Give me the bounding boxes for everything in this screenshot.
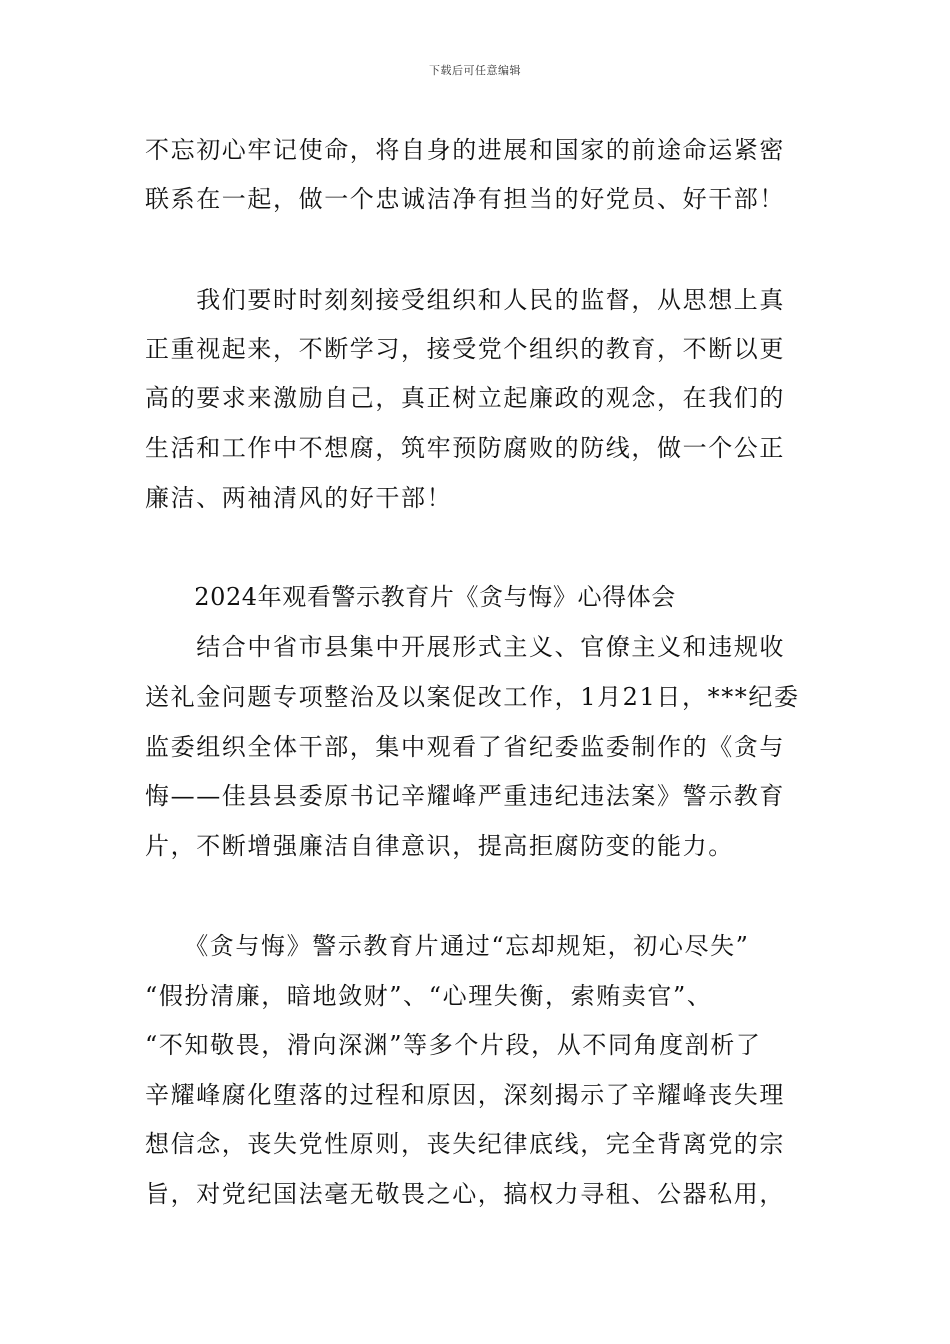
paragraph-line: 高的要求来激励自己，真正树立起廉政的观念，在我们的 <box>145 384 785 412</box>
paragraph-line: 监委组织全体干部，集中观看了省纪委监委制作的《贪与 <box>145 733 785 761</box>
paragraph-line: “不知敬畏，滑向深渊”等多个片段，从不同角度剖析了 <box>145 1031 762 1059</box>
paragraph-line: 送礼金问题专项整治及以案促改工作，1月21日，***纪委 <box>145 683 800 711</box>
paragraph-line: 廉洁、两袖清风的好干部！ <box>145 484 453 512</box>
paragraph-line: 旨，对党纪国法毫无敬畏之心，搞权力寻租、公器私用， <box>145 1180 785 1208</box>
paragraph-line: 正重视起来，不断学习，接受党个组织的教育，不断以更 <box>145 335 785 363</box>
paragraph-line: 结合中省市县集中开展形式主义、官僚主义和违规收 <box>145 633 785 661</box>
paragraph-line: 生活和工作中不想腐，筑牢预防腐败的防线，做一个公正 <box>145 434 785 462</box>
paragraph-line: 《贪与悔》警示教育片通过“忘却规矩，初心尽失” <box>145 932 750 960</box>
paragraph-line: 我们要时时刻刻接受组织和人民的监督，从思想上真 <box>145 286 785 314</box>
page-header-note: 下载后可任意编辑 <box>429 64 521 77</box>
paragraph-line: 想信念，丧失党性原则，丧失纪律底线，完全背离党的宗 <box>145 1130 785 1158</box>
paragraph-line: 联系在一起，做一个忠诚洁净有担当的好党员、好干部！ <box>145 185 785 213</box>
paragraph-line: 片，不断增强廉洁自律意识，提高拒腐防变的能力。 <box>145 832 734 860</box>
paragraph-line: 不忘初心牢记使命，将自身的进展和国家的前途命运紧密 <box>145 136 785 164</box>
paragraph-line: 悔——佳县县委原书记辛耀峰严重违纪违法案》警示教育 <box>145 782 785 810</box>
paragraph-line: 辛耀峰腐化堕落的过程和原因，深刻揭示了辛耀峰丧失理 <box>145 1081 785 1109</box>
section-title: 2024年观看警示教育片《贪与悔》心得体会 <box>145 583 676 611</box>
paragraph-line: “假扮清廉，暗地敛财”、“心理失衡，索贿卖官”、 <box>145 982 713 1010</box>
